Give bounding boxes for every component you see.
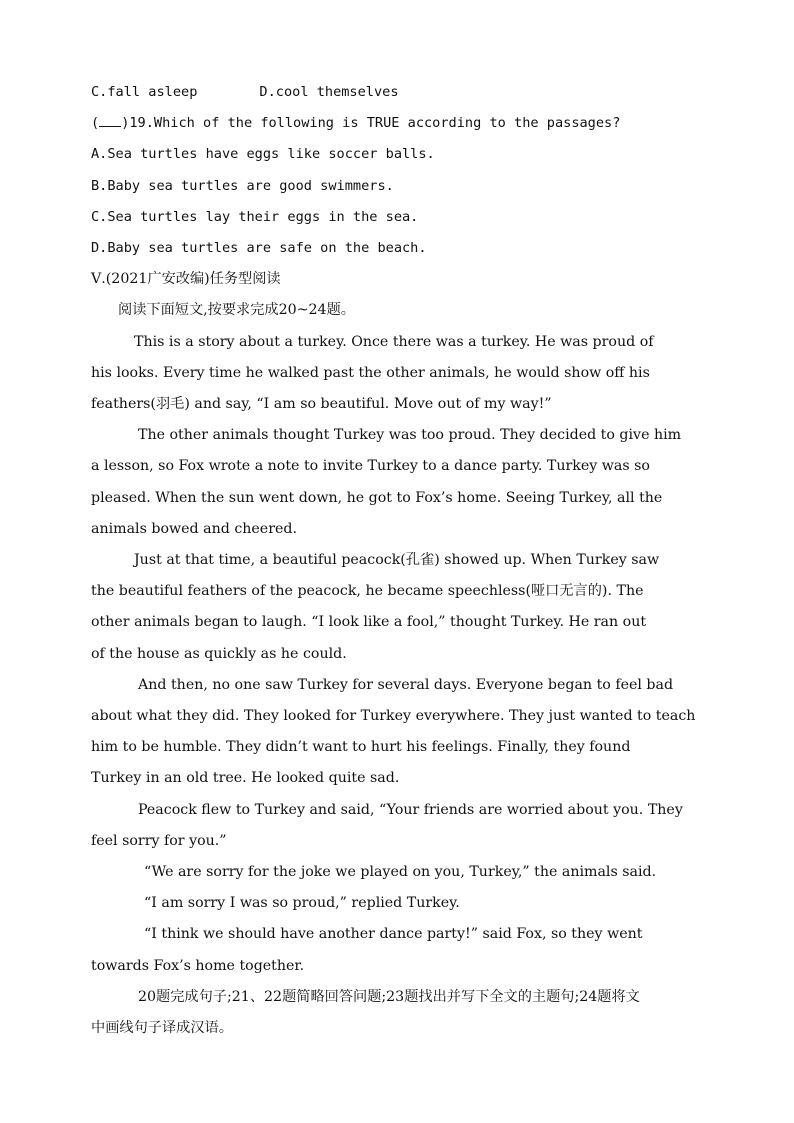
section-instruction: 阅读下面短文,按要求完成20~24题。 [118, 302, 355, 318]
q19-option-b: B.Baby sea turtles are good swimmers. [91, 178, 394, 194]
passage-line: “I am sorry I was so proud,” replied Turkey. [144, 895, 460, 911]
passage-line: other animals began to laugh. “I look like a fool,” thought Turkey. He ran out [91, 614, 647, 630]
q19-option-d: D.Baby sea turtles are safe on the beach. [91, 240, 427, 256]
passage-line: a lesson, so Fox wrote a note to invite Turkey to a dance party. Turkey was so [91, 458, 650, 474]
passage-line: of the house as quickly as he could. [91, 646, 347, 662]
q18-option-d: D.cool themselves [259, 84, 399, 100]
q19-question: )19.Which of the following is TRUE according to the passages? [121, 115, 621, 131]
passage-line: about what they did. They looked for Turkey everywhere. They just wanted to teach [91, 708, 696, 724]
section-heading: Ⅴ.(2021广安改编)任务型阅读 [91, 271, 281, 287]
q19-option-c: C.Sea turtles lay their eggs in the sea. [91, 209, 419, 225]
task-instruction-line: 20题完成句子;21、22题简略回答问题;23题找出并写下全文的主题句;24题将文 [138, 989, 640, 1005]
q18-option-c: C.fall asleep [91, 84, 198, 100]
q19-paren-open: ( [91, 115, 100, 131]
passage-line: The other animals thought Turkey was too proud. They decided to give him [138, 427, 682, 443]
passage-line: his looks. Every time he walked past the other animals, he would show off his [91, 365, 650, 381]
passage-line: the beautiful feathers of the peacock, he became speechless(哑口无言的). The [91, 583, 644, 599]
passage-line: feathers(羽毛) and say, “I am so beautiful. Move out of my way!” [91, 396, 552, 412]
passage-line: feel sorry for you.” [91, 833, 227, 849]
q18-options [91, 82, 399, 102]
q19-option-a: A.Sea turtles have eggs like soccer balls. [91, 146, 435, 162]
passage-line: Just at that time, a beautiful peacock(孔雀) showed up. When Turkey saw [134, 552, 660, 568]
task-instruction-line: 中画线句子译成汉语。 [91, 1020, 233, 1036]
passage-line: him to be humble. They didn’t want to hurt his feelings. Finally, they found [91, 739, 631, 755]
passage-line: “We are sorry for the joke we played on you, Turkey,” the animals said. [144, 864, 657, 880]
passage-line: And then, no one saw Turkey for several days. Everyone began to feel bad [138, 677, 674, 693]
answer-blank[interactable] [99, 113, 121, 127]
q19-stem [91, 113, 620, 133]
passage-line: Peacock flew to Turkey and said, “Your friends are worried about you. They [138, 802, 683, 818]
passage-line: towards Fox’s home together. [91, 958, 305, 974]
passage-line: This is a story about a turkey. Once there was a turkey. He was proud of [134, 334, 654, 350]
passage-line: “I think we should have another dance party!” said Fox, so they went [144, 926, 643, 942]
passage-line: pleased. When the sun went down, he got to Fox’s home. Seeing Turkey, all the [91, 490, 663, 506]
passage-line: animals bowed and cheered. [91, 521, 297, 537]
passage-line: Turkey in an old tree. He looked quite sad. [91, 770, 400, 786]
